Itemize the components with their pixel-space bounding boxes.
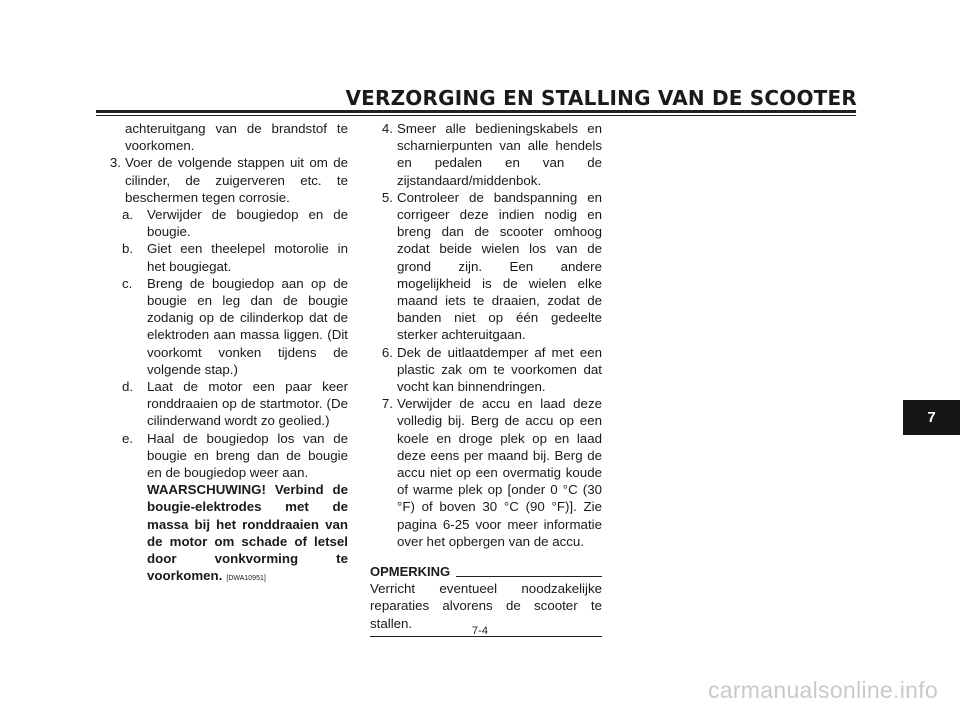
step-number: 3. — [109, 155, 121, 171]
substep-letter: b. — [122, 241, 134, 257]
chapter-tab: 7 — [903, 400, 960, 435]
substep-b — [98, 240, 348, 274]
substep-letter: a. — [122, 207, 134, 223]
right-column — [370, 120, 602, 637]
step-3 — [98, 154, 348, 206]
note-label: OPMERKING — [370, 564, 451, 580]
step-number: 7. — [381, 396, 393, 412]
substep-text: Verwijder de bougiedop en de bougie. — [147, 207, 348, 240]
left-column — [98, 120, 348, 587]
step-number: 6. — [381, 344, 393, 360]
step-7 — [370, 395, 602, 550]
page-number: 7-4 — [472, 625, 488, 637]
watermark: carmanualsonline.info — [707, 677, 938, 703]
substep-letter: d. — [122, 379, 134, 395]
warning-text: WAARSCHUWING! Verbind de bougie-elektrodes met de massa bij het ronddraaien van de motor om schade of letsel door vonkvorming te voorkomen. — [147, 482, 348, 584]
step-number: 5. — [381, 189, 393, 205]
step-4 — [370, 120, 602, 189]
substep-a — [98, 206, 348, 240]
step-text: Smeer alle bedieningskabels en scharnierpunten van alle hendels en pedalen en van de zijstandaard/middenbok. — [397, 121, 602, 188]
header-rule-thick — [96, 110, 856, 113]
page-title: VERZORGING EN STALLING VAN DE SCOOTER — [345, 86, 857, 110]
note-header-rule — [456, 576, 602, 577]
substep-text: Giet een theelepel motorolie in het bougiegat. — [147, 241, 348, 274]
substep-d — [98, 378, 348, 430]
substep-c — [98, 275, 348, 378]
step-text: Dek de uitlaatdemper af met een plastic zak om te voorkomen dat vocht kan binnendringen. — [397, 344, 602, 395]
note-text: Verricht eventueel noodzakelijke reparaties alvorens de scooter te stallen. — [370, 581, 602, 631]
substep-letter: c. — [122, 275, 133, 291]
step-text: Verwijder de accu en laad deze volledig bij. Berg de accu op een koele en droge plek op en laad deze eens per maand bij. Berg de accu niet op een overmatig koude of warme plek op [onder 0 °C (30 °F) of boven 30 °C (90 °F)]. Zie pagina 6-25 voor meer informatie over het opbergen van de accu. — [397, 396, 602, 549]
note-header — [370, 563, 602, 580]
step-5 — [370, 189, 602, 344]
warning-code: [DWA10951] — [226, 575, 266, 583]
step-text: Voer de volgende stappen uit om de cilinder, de zuigerveren etc. te beschermen tegen corrosie. — [125, 155, 348, 205]
substep-e-text: Haal de bougiedop los van de bougie en breng dan de bougie en de bougiedop weer aan. — [147, 430, 348, 481]
intro-paragraph: achteruitgang van de brandstof te voorkomen. — [125, 121, 348, 154]
header-rule-thin — [96, 115, 856, 116]
substep-e — [98, 430, 348, 588]
substep-text: Breng de bougiedop aan op de bougie en leg dan de bougie zodanig op de cilinderkop dat de elektroden aan massa liggen. (Dit voorkomt vonken tijdens de volgende stap.) — [147, 275, 348, 377]
step-text: Controleer de bandspanning en corrigeer deze indien nodig en breng dan de scooter omhoog zodat beide wielen los van de grond zijn. Een andere mogelijkheid is de wielen elke maand iets te draaien, zodat de banden niet op één gedeelte sterker achteruitgaan. — [397, 189, 602, 343]
step-6 — [370, 344, 602, 396]
substep-text — [147, 430, 348, 588]
step-number: 4. — [381, 121, 393, 136]
substep-letter: e. — [122, 430, 134, 446]
substep-text: Laat de motor een paar keer ronddraaien op de startmotor. (De cilinderwand wordt zo geolied.) — [147, 379, 348, 429]
